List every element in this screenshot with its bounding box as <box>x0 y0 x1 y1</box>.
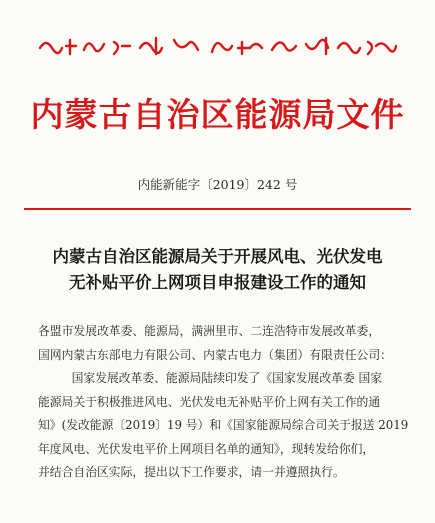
notice-title-line-2: 无补贴平价上网项目申报建设工作的通知 <box>69 273 366 292</box>
document-number: 内能新能字〔2019〕242 号 <box>137 177 298 192</box>
body-paragraph-line-5: 并结合自治区实际，提出以下工作要求，请一并遵照执行。 <box>38 465 345 479</box>
body-paragraph-line-1: 国家发展改革委、能源局陆续印发了《国家发展改革委 国家 <box>71 371 383 385</box>
salutation-line-1: 各盟市发展改革委、能源局，满洲里市、二连浩特市发展改革委， <box>38 324 381 338</box>
salutation-line-2: 国网内蒙古东部电力有限公司、内蒙古电力（集团）有限责任公司： <box>38 347 392 362</box>
body-paragraph-line-3: 知》(发改能源〔2019〕19 号）和《国家能源局综合司关于报送 2019 <box>38 418 409 432</box>
body-paragraph-line-4: 年度风电、光伏发电平价上网项目名单的通知》，现转发给你们， <box>38 441 375 456</box>
body-paragraph-line-2: 能源局关于积极推进风电、光伏发电无补贴平价上网有关工作的通 <box>38 394 381 409</box>
notice-title-line-1: 内蒙古自治区能源局关于开展风电、光伏发电 <box>52 247 383 266</box>
mongolian-script-header <box>36 26 398 66</box>
notice-body <box>38 320 411 485</box>
red-divider-line <box>24 208 411 210</box>
notice-title <box>26 244 409 296</box>
agency-title: 内蒙古自治区能源局文件 <box>30 95 405 134</box>
